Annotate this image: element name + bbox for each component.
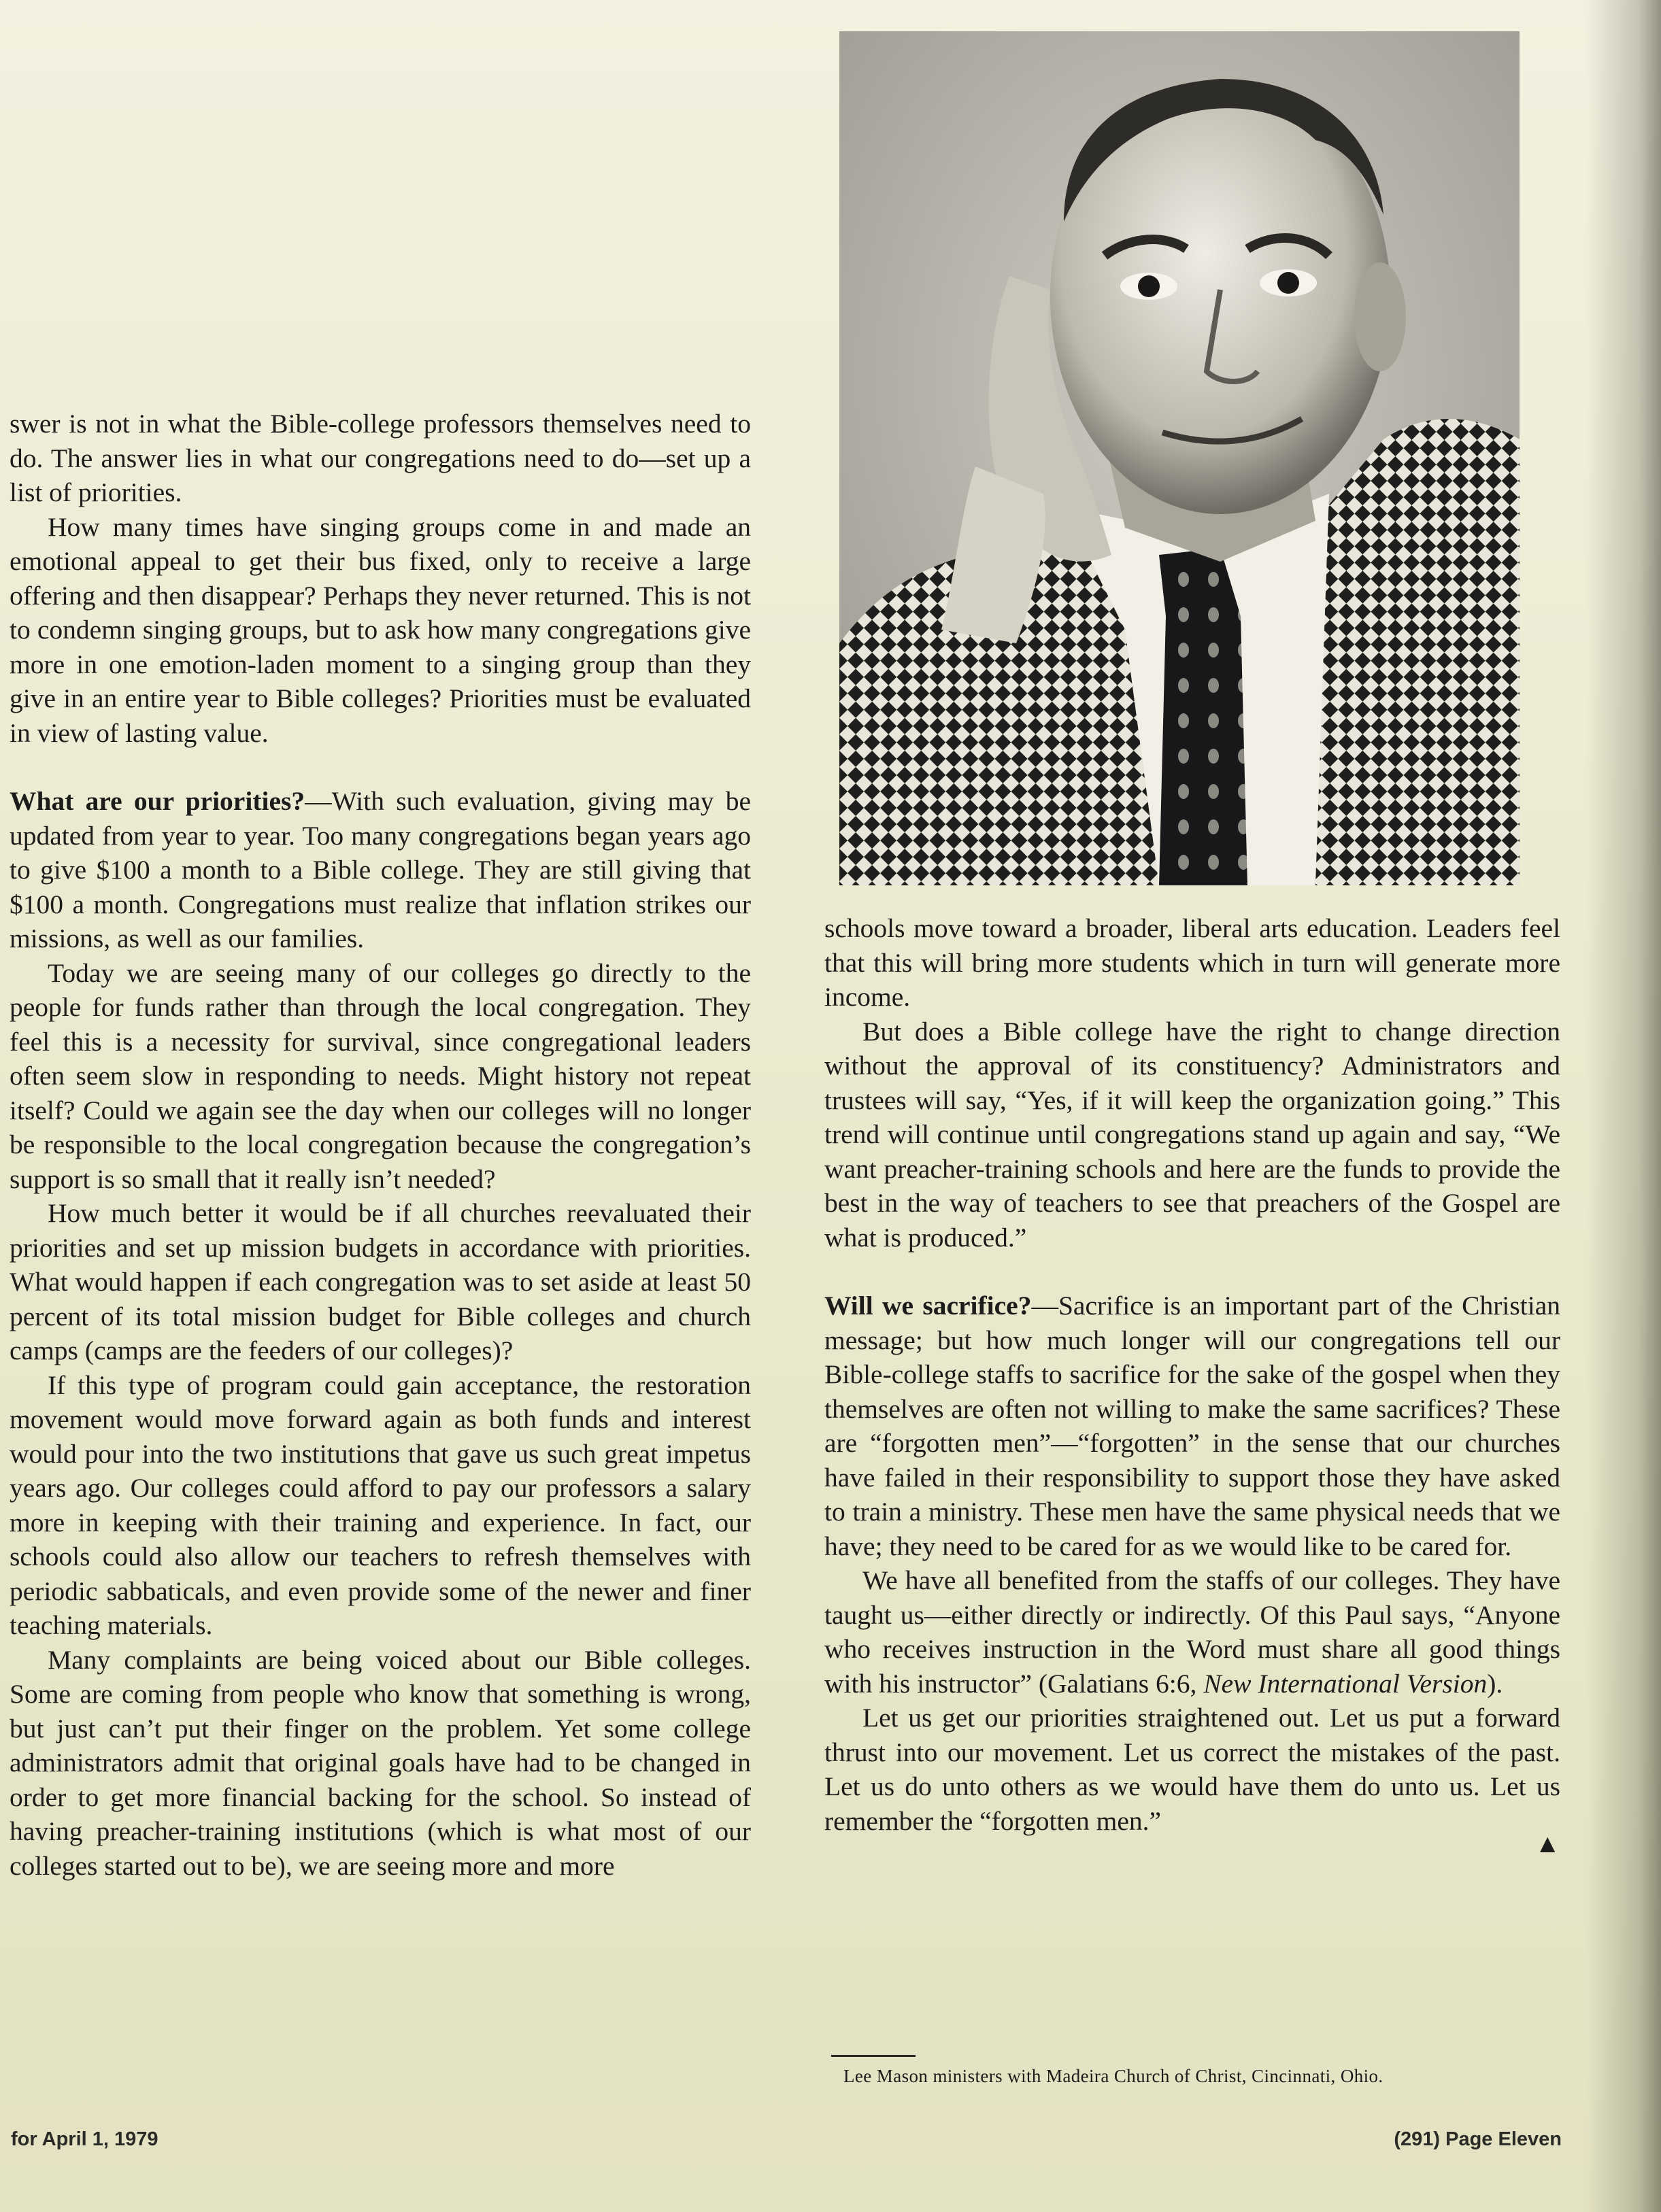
paragraph [824,1289,1560,1563]
italic-citation: New International Version [1203,1668,1488,1699]
paragraph: swer is not in what the Bible-college professors themselves need to do. The answer lies in what our congregations need to do—set up a list of priorities. [10,409,751,507]
paragraph: Today we are seeing many of our colleges go directly to the people for funds rather than through the local congregation. They feel this is a necessity for survival, since congregational leaders often seem slow in responding to needs. Might history not repeat itself? Could we again see the day when our colleges will no longer be responsible to the local congregation because the congregation’s support is so small that it really isn’t needed? [10,957,751,1194]
page-edge-shadow [1586,0,1661,2212]
bio-divider [831,2055,916,2057]
portrait-photo [839,31,1520,885]
paragraph-text: We have all benefited from the staffs of our colleges. They have taught us—either directly or indirectly. Of this Paul says, “Anyone who receives instruction in the Word must share all good things with his instructor” (Galatians 6:6, [824,1565,1560,1699]
right-column [824,911,1560,1858]
paragraph: schools move toward a broader, liberal arts education. Leaders feel that this will bring more students which in turn will generate more income. [824,913,1560,1012]
paragraph: Let us get our priorities straightened out. Let us put a forward thrust into our movement. Let us correct the mistakes of the past. Let us do unto others as we would have them do unto us. Let us remember the “forgotten men.” [824,1703,1560,1836]
paragraph: But does a Bible college have the right to change direction without the approval of its constituency? Administrators and trustees will say, “Yes, if it will keep the organization going.” This trend will continue until congregations stand up again and say, “We want preacher-training schools and here are the funds to provide the best in the way of teachers to see that preachers of the Gospel are what is produced.” [824,1016,1560,1253]
subheading: What are our priorities? [10,786,305,816]
paragraph [824,1563,1560,1701]
paragraph-text: —With such evaluation, giving may be updated from year to year. Too many congregations began years ago to give $100 a month to a Bible college. They are still giving that $100 a month. Congregations must realize that inflation strikes our missions, as well as our families. [10,786,752,953]
paragraph: How much better it would be if all churches reevaluated their priorities and set up mission budgets in accordance with priorities. What would happen if each congregation was to set aside at least 50 percent of its total mission budget for Bible colleges and church camps (camps are the feeders of our colleges)? [10,1198,751,1365]
left-column [10,407,751,1883]
paragraph [10,784,751,956]
subheading: Will we sacrifice? [824,1291,1032,1321]
footer-page-number: (291) Page Eleven [1394,2128,1562,2150]
end-of-article-mark: ▲ [1534,1830,1560,1858]
paragraph: Many complaints are being voiced about our Bible colleges. Some are coming from people who know that something is wrong, but just can’t put their finger on the problem. Yet some college administrators admit that original goals have had to be changed in order to get more financial backing for the school. So instead of having preacher-training institutions (which is what most of our colleges started out to be), we are seeing more and more [10,1644,751,1881]
paragraph-text: —Sacrifice is an important part of the Christian message; but how much longer will our congregations tell our Bible-college staffs to sacrifice for the sake of the gospel when they themselves are often not willing to make the same sacrifices? These are “forgotten men”—“forgotten” in the sense that our churches have failed in their responsibility to support those they have asked to train a ministry. These men have the same physical needs that we have; they need to be cared for as we would like to be cared for. [824,1291,1560,1561]
author-bio: Lee Mason ministers with Madeira Church of Christ, Cincinnati, Ohio. [843,2066,1383,2086]
paragraph-text: ). [1487,1668,1503,1699]
paragraph: How many times have singing groups come in and made an emotional appeal to get their bus fixed, only to receive a large offering and then disappear? Perhaps they never returned. This is not to condemn singing groups, but to ask how many congregations give more in one emotion-laden moment to a singing group than they give in an entire year to Bible colleges? Priorities must be evaluated in view of lasting value. [10,511,751,748]
footer-date: for April 1, 1979 [11,2128,158,2150]
paragraph: If this type of program could gain acceptance, the restoration movement would move forward again as both funds and interest would pour into the two institutions that gave us such great impetus years ago. Our colleges could afford to pay our professors a salary more in keeping with their training and experience. In fact, our schools could also allow our teachers to refresh themselves with periodic sabbaticals, and even provide some of the newer and finer teaching materials. [10,1369,751,1640]
